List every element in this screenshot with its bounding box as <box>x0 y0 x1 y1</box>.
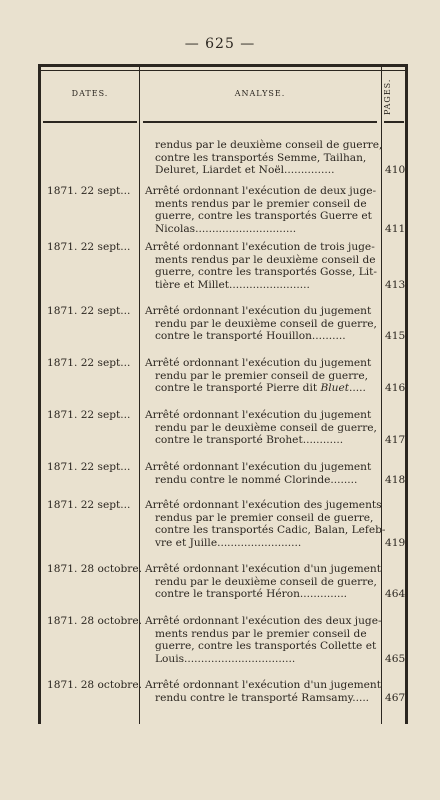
index-table <box>38 64 408 724</box>
entry-analyse <box>145 357 377 395</box>
entry-page: 417 <box>385 434 406 447</box>
entry-page: 465 <box>385 652 406 665</box>
entry-text-line: rendus par le deuxième conseil de guerre, <box>155 139 383 151</box>
header-rule-pages <box>384 121 404 123</box>
entry-page: 418 <box>385 473 406 486</box>
entry-text-line: contre le transporté Pierre dit Bluet..... <box>155 382 366 395</box>
entry-text-line: rendu contre le nommé Clorinde........ <box>155 473 358 486</box>
entry-text-line: Arrêté ordonnant l'exécution de deux juge- <box>145 185 377 197</box>
entry-text-line: rendus par le premier conseil de guerre, <box>155 511 374 524</box>
entry-analyse <box>145 563 381 601</box>
entry-text-line: rendu par le premier conseil de guerre, <box>155 369 368 382</box>
entry-text-line: Deluret, Liardet et Noël............... <box>155 164 335 177</box>
entry-date: 1871. 28 octobre. <box>47 563 142 575</box>
entry-page: 419 <box>385 536 406 549</box>
entry-text-line: rendu par le deuxième conseil de guerre, <box>155 317 377 330</box>
entry-analyse <box>145 409 377 447</box>
entry-analyse <box>145 679 381 704</box>
entry-text-line: guerre, contre les transportés Collette et <box>155 640 377 653</box>
entry-text-line: tière et Millet........................ <box>155 278 310 291</box>
entry-date: 1871. 22 sept... <box>47 499 131 511</box>
entry-date: 1871. 22 sept... <box>47 185 131 197</box>
entry-date: 1871. 28 octobre. <box>47 679 142 691</box>
entry-text-line: Arrêté ordonnant l'exécution du jugement <box>145 461 372 473</box>
entry-page: 416 <box>385 382 406 395</box>
header-rule-analyse <box>143 121 377 123</box>
header-pages: PAGES. <box>383 78 392 116</box>
entry-page: 410 <box>385 164 406 177</box>
entry-analyse <box>145 305 377 343</box>
entry-text-line: ments rendus par le premier conseil de <box>155 627 367 640</box>
entry-text-line: ments rendus par le deuxième conseil de <box>155 253 376 266</box>
entry-page: 415 <box>385 330 406 343</box>
entry-page: 464 <box>385 588 406 601</box>
entry-page: 467 <box>385 691 406 704</box>
header-dates: DATES. <box>71 89 109 98</box>
entry-text-line: contre les transportés Semme, Tailhan, <box>155 151 367 164</box>
entry-text-line: Arrêté ordonnant l'exécution d'un jugement <box>145 679 381 691</box>
entry-date: 1871. 22 sept... <box>47 241 131 253</box>
entry-text-line: rendu par le deuxième conseil de guerre, <box>155 421 377 434</box>
entry-text-line: vre et Juille......................... <box>155 536 302 549</box>
entry-analyse <box>145 241 377 291</box>
header-analyse: ANALYSE. <box>234 89 286 98</box>
entry-page: 411 <box>385 222 406 235</box>
page-number: — 625 — <box>184 36 256 52</box>
entry-text-line: contre le transporté Héron.............. <box>155 588 348 601</box>
entry-date: 1871. 22 sept... <box>47 357 131 369</box>
entry-text-line: guerre, contre les transportés Gosse, Lit- <box>155 266 377 279</box>
entry-date: 1871. 22 sept... <box>47 409 131 421</box>
entry-text-line: Louis................................. <box>155 652 296 665</box>
entry-text-line: guerre, contre les transportés Guerre et <box>155 210 372 223</box>
entry-text-line: Arrêté ordonnant l'exécution d'un jugement <box>145 563 381 575</box>
entry-text-line: Nicolas.............................. <box>155 222 297 235</box>
entry-date: 1871. 22 sept... <box>47 305 131 317</box>
entry-text-line: Arrêté ordonnant l'exécution des jugements <box>145 499 382 511</box>
entry-text-line: Arrêté ordonnant l'exécution du jugement <box>145 409 372 421</box>
italic-name: Bluet <box>320 382 350 395</box>
entry-text-line: rendu par le deuxième conseil de guerre, <box>155 575 377 588</box>
entry-text-line: contre le transporté Brohet............ <box>155 434 344 447</box>
entry-text-line: contre les transportés Cadic, Balan, Lefeb- <box>155 524 386 537</box>
header-rule-dates <box>43 121 137 123</box>
entry-text-line: rendu contre le transporté Ramsamy..... <box>155 691 370 704</box>
entry-text-line: contre le transporté Houillon.......... <box>155 330 346 343</box>
entry-analyse <box>145 615 382 665</box>
entry-date: 1871. 22 sept... <box>47 461 131 473</box>
entry-analyse <box>145 461 377 486</box>
entry-analyse <box>145 499 386 549</box>
entry-text-line: Arrêté ordonnant l'exécution du jugement <box>145 305 372 317</box>
entry-text-line: Arrêté ordonnant l'exécution du jugement <box>145 357 372 369</box>
entry-text-line: Arrêté ordonnant l'exécution de trois juge- <box>145 241 375 253</box>
entry-page: 413 <box>385 278 406 291</box>
entry-analyse <box>145 185 377 235</box>
entry-analyse <box>145 139 383 177</box>
entry-text-line: Arrêté ordonnant l'exécution des deux juge- <box>145 615 382 627</box>
entry-text-line: ments rendus par le premier conseil de <box>155 197 367 210</box>
entry-date: 1871. 28 octobre. <box>47 615 142 627</box>
